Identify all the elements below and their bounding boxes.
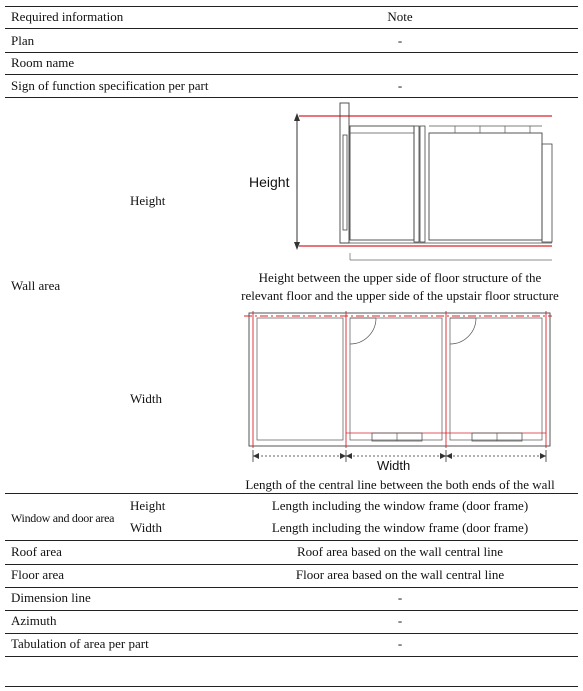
wall-width-figure-label: Width <box>377 458 411 473</box>
rule-footer <box>5 686 578 687</box>
rule-bottom <box>5 656 578 657</box>
header-note: Note <box>387 9 413 24</box>
rule <box>5 540 578 541</box>
window-width-label: Width <box>130 520 162 535</box>
rule <box>5 610 578 611</box>
rule <box>5 587 578 588</box>
wall-height-note-line1: Height between the upper side of floor structure of the <box>258 270 542 285</box>
row-wall-area-label: Wall area <box>11 278 61 293</box>
row-sign-note: - <box>397 78 403 93</box>
window-height-label: Height <box>130 498 166 513</box>
row-floor-label: Floor area <box>11 567 65 582</box>
rule <box>5 97 578 98</box>
row-room-name-label: Room name <box>11 55 75 70</box>
row-azimuth-note: - <box>397 613 403 628</box>
row-sign-label: Sign of function specification per part <box>11 78 209 93</box>
wall-width-label: Width <box>130 391 162 406</box>
wall-height-note-line2: relevant floor and the upper side of the upstair floor structure <box>241 288 559 303</box>
row-tabulation-note: - <box>397 636 403 651</box>
window-width-note: Length including the window frame (door frame) <box>271 520 529 535</box>
row-floor-note: Floor area based on the wall central line <box>295 567 505 582</box>
rule <box>5 493 578 494</box>
header-required: Required information <box>11 9 124 24</box>
wall-width-note: Length of the central line between the both ends of the wall <box>245 477 555 492</box>
wall-height-figure-label: Height <box>249 174 290 190</box>
wall-height-label: Height <box>130 193 166 208</box>
row-window-door-label: Window and door area <box>11 511 115 525</box>
window-height-note: Length including the window frame (door frame) <box>271 498 529 513</box>
row-roof-note: Roof area based on the wall central line <box>296 544 504 559</box>
rule <box>5 564 578 565</box>
rule <box>5 74 578 75</box>
row-azimuth-label: Azimuth <box>11 613 57 628</box>
rule <box>5 633 578 634</box>
row-plan-note: - <box>397 33 403 48</box>
row-plan-label: Plan <box>11 33 35 48</box>
row-tabulation-label: Tabulation of area per part <box>11 636 149 651</box>
rule-top <box>5 6 578 7</box>
row-dimension-label: Dimension line <box>11 590 91 605</box>
rule <box>5 52 578 53</box>
rule-header <box>5 28 578 29</box>
row-dimension-note: - <box>397 590 403 605</box>
row-roof-label: Roof area <box>11 544 62 559</box>
